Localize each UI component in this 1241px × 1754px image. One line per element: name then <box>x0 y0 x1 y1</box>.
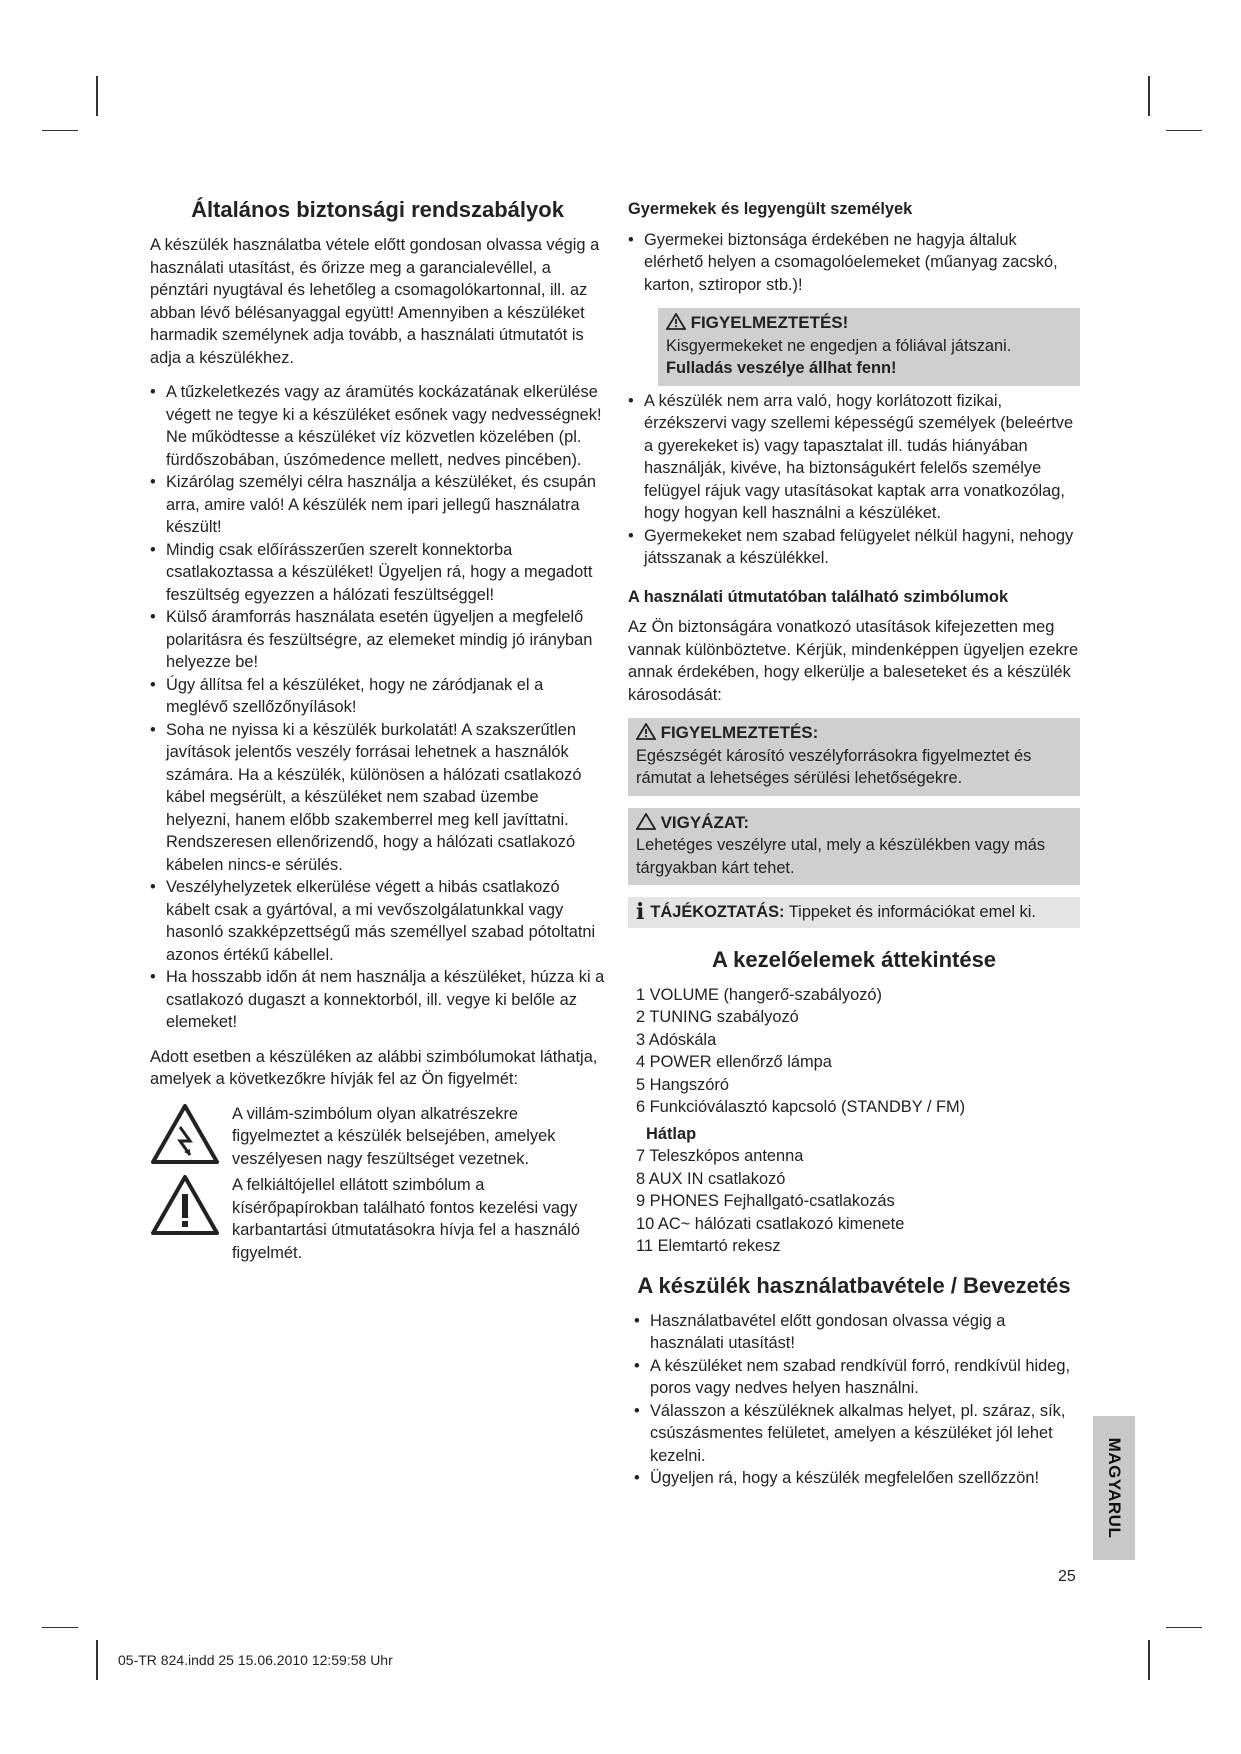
exclamation-symbol-row <box>150 1174 605 1264</box>
lightning-symbol-row <box>150 1103 605 1171</box>
list-item: • Kizárólag személyi célra használja a készüléket, és csupán arra, amire való! A készülék nem ipari jellegű használatra készült! <box>150 471 605 539</box>
list-item: • A készülék nem arra való, hogy korlátozott fizikai, érzékszervi vagy szellemi képességű személyek (beleértve a gyerekeket is) vagy tapasztalat ill. tudás hiányában használják, kivéve, ha biztonságukért felelős személye felügyel rájuk vagy utasításokat kaptak arra vonatkozólag, hogy hogyan kell használni a készüléket. <box>628 390 1080 525</box>
crop-mark <box>96 76 98 116</box>
children-bullets-2 <box>628 390 1080 570</box>
warning-box-2 <box>628 718 1080 796</box>
caution-title: VIGYÁZAT: <box>636 812 1072 835</box>
intro-bullets <box>628 1310 1080 1490</box>
warning-triangle-icon <box>636 724 661 742</box>
list-item: • Gyermekei biztonsága érdekében ne hagyja általuk elérhető helyen a csomagolóelemeket (műanyag zacskó, karton, sztiropor stb.)! <box>628 229 1080 297</box>
list-item: 4 POWER ellenőrző lámpa <box>636 1053 832 1071</box>
warning-title-2: FIGYELMEZTETÉS: <box>636 722 1072 745</box>
back-controls-list <box>628 1145 1080 1258</box>
list-item: • A készüléket nem szabad rendkívül forró, rendkívül hideg, poros vagy nedves helyen használni. <box>634 1355 1080 1400</box>
crop-mark <box>42 1627 78 1628</box>
list-item: 1 VOLUME (hangerő-szabályozó) <box>636 985 882 1004</box>
caution-box <box>628 808 1080 886</box>
list-item: • Soha ne nyissa ki a készülék burkolatát! A szakszerűtlen javítások jelentős veszély forrásai lehetnek a használók számára. Ha a készülék, különösen a hálózati csatlakozó kábel megsérült, a készüléket nem szabad üzembe helyezni, hanem előbb szakemberrel meg kell javíttatni. Rendszeresen ellenőrizendő, hogy a hálózati csatlakozó kábelen nincs-e sérülés. <box>150 719 605 877</box>
symbols-heading: A használati útmutatóban található szimbólumok <box>628 587 1009 606</box>
list-item: 10 AC~ hálózati csatlakozó kimenete <box>636 1214 905 1233</box>
page-number: 25 <box>1058 1568 1076 1585</box>
crop-mark <box>1166 1627 1202 1628</box>
caution-text: Lehetéges veszélyre utal, mely a készülékben vagy más tárgyakban kárt tehet. <box>636 836 1046 877</box>
safety-title: Általános biztonsági rendszabályok <box>191 197 564 222</box>
warning-text-1: Kisgyermekeket ne engedjen a fóliával játszani. Fulladás veszélye állhat fenn! <box>666 336 1012 377</box>
list-item: 5 Hangszóró <box>636 1075 729 1094</box>
exclamation-symbol-text: A felkiáltójellel ellátott szimbólum a kísérőpapírokban található fontos kezelési vagy karbantartási útmutatásokra hívja fel a használó figyelmét. <box>232 1176 581 1262</box>
list-item: • Külső áramforrás használata esetén ügyeljen a megfelelő polaritásra és feszültségre, az elemeket mindig jó irányban helyezze be! <box>150 606 605 674</box>
list-item: • Gyermekeket nem szabad felügyelet nélkül hagyni, nehogy játsszanak a készülékkel. <box>628 525 1080 570</box>
print-footer: 05-TR 824.indd 25 15.06.2010 12:59:58 Uhr <box>118 1652 393 1668</box>
symbols-intro: Adott esetben a készüléken az alábbi szimbólumokat láthatja, amelyek a következőkre hívják fel az Ön figyelmét: <box>150 1047 598 1088</box>
controls-title: A kezelőelemek áttekintése <box>711 946 997 972</box>
safety-bullets <box>150 381 605 1034</box>
list-item: 9 PHONES Fejhallgató-csatlakozás <box>636 1192 895 1210</box>
list-item: • Ha hosszabb időn át nem használja a készüléket, húzza ki a csatlakozó dugaszt a konnektorból, ill. vegye ki belőle az elemeket! <box>150 966 605 1034</box>
left-column <box>150 196 605 1264</box>
crop-mark <box>1166 130 1202 131</box>
controls-list <box>628 984 1080 1119</box>
children-bullets-1 <box>628 229 1080 297</box>
list-item: 11 Elemtartó rekesz <box>636 1237 781 1255</box>
list-item: 8 AUX IN csatlakozó <box>636 1169 786 1188</box>
crop-mark <box>42 130 78 131</box>
warning-triangle-icon <box>666 314 691 332</box>
back-heading: Hátlap <box>646 1124 697 1143</box>
list-item: • Veszélyhelyzetek elkerülése végett a hibás csatlakozó kábelt csak a gyártóval, a mi vevőszolgálatunkkal vagy hasonló szakképzettségű más személlyel szabad pótoltatni azonos értékű kábellel. <box>150 876 605 966</box>
lightning-symbol-text: A villám-szimbólum olyan alkatrészekre figyelmeztet a készülék belsejében, amelyek veszélyesen nagy feszültséget vezetnek. <box>232 1104 556 1168</box>
crop-mark <box>1148 1640 1150 1680</box>
warning-text-2: Egészségét károsító veszélyforrásokra figyelmeztet és rámutat a lehetséges sérülési lehetőségekre. <box>636 746 1032 787</box>
crop-mark <box>96 1640 98 1680</box>
list-item: • Mindig csak előírásszerűen szerelt konnektorba csatlakoztassa a készüléket! Ügyeljen rá, hogy a megadott feszültség egyezzen a hálózati feszültséggel! <box>150 539 605 607</box>
list-item: • Használatbavétel előtt gondosan olvassa végig a használati utasítást! <box>634 1310 1080 1355</box>
list-item: • Válasszon a készüléknek alkalmas helyet, pl. száraz, sík, csúszásmentes felületet, amelyen a készüléket jól lehet kezelni. <box>634 1400 1080 1468</box>
symbols-text: Az Ön biztonságára vonatkozó utasítások kifejezetten meg vannak különböztetve. Kérjük, mindenképpen ügyeljen ezekre annak érdekében, hogy elkerülje a baleseteket és a készülék károsodását: <box>628 618 1079 704</box>
list-item: 3 Adóskála <box>636 1030 717 1049</box>
language-side-tab: MAGYARUL <box>1093 1416 1135 1560</box>
lightning-warning-icon <box>150 1103 220 1165</box>
safety-intro: A készülék használatba vétele előtt gondosan olvassa végig a használati utasítást, és őrizze meg a garancialevéllel, a pénztári nyugtával és lehetőleg a csomagolókartonnal, ill. az abban lévő bélésanyaggal együtt! Amennyiben a készüléket harmadik személynek adja tovább, a használati útmutatót is adja a készülékhez. <box>150 236 600 367</box>
list-item: 6 Funkcióválasztó kapcsoló (STANDBY / FM) <box>636 1098 966 1116</box>
intro-title: A készülék használatbavétele / Bevezetés <box>637 1272 1071 1298</box>
warning-title-1: FIGYELMEZTETÉS! <box>666 312 1072 335</box>
list-item: 2 TUNING szabályozó <box>636 1008 799 1026</box>
right-column <box>628 196 1080 1490</box>
exclamation-warning-icon <box>150 1174 220 1236</box>
list-item: 7 Teleszkópos antenna <box>636 1147 804 1165</box>
children-heading: Gyermekek és legyengült személyek <box>628 200 913 218</box>
list-item: • A tűzkeletkezés vagy az áramütés kockázatának elkerülése végett ne tegye ki a készüléket esőnek vagy nedvességnek! Ne működtesse a készüléket víz közvetlen közelében (pl. fürdőszobában, úszómedence mellett, nedves pincében). <box>150 381 605 471</box>
warning-box-1 <box>658 308 1080 386</box>
tip-box: i TÁJÉKOZTATÁS: Tippeket és információkat emel ki. <box>628 897 1080 928</box>
list-item: • Ügyeljen rá, hogy a készülék megfelelően szellőzzön! <box>634 1467 1080 1490</box>
info-icon: i <box>636 899 645 925</box>
crop-mark <box>1148 76 1150 116</box>
caution-triangle-icon <box>636 814 661 832</box>
list-item: • Úgy állítsa fel a készüléket, hogy ne záródjanak el a meglévő szellőzőnyílások! <box>150 674 605 719</box>
